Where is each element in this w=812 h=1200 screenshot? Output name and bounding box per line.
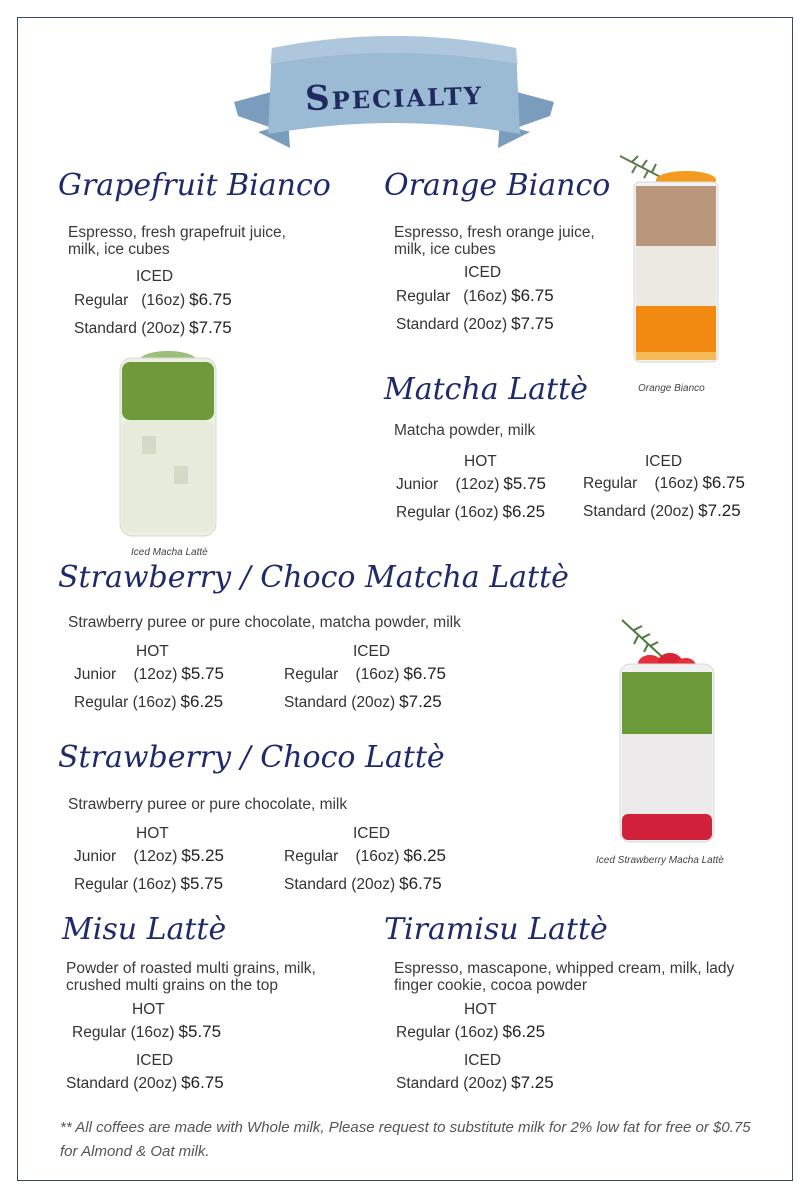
price-row [284, 692, 442, 712]
strawberry-choco-latte-desc: Strawberry puree or pure chocolate, milk [68, 796, 348, 813]
strawberry-choco-matcha-latte-desc: Strawberry puree or pure chocolate, matcha powder, milk [68, 614, 461, 631]
price-row [396, 1073, 554, 1093]
price-row [284, 846, 446, 866]
matcha-latte-desc: Matcha powder, milk [394, 422, 536, 439]
size-label: Regular (16oz) [583, 475, 699, 492]
price-row [396, 286, 554, 306]
price: $6.75 [702, 473, 745, 492]
iced-label: ICED [136, 268, 174, 285]
price: $7.25 [511, 1073, 554, 1092]
iced-label: ICED [136, 1052, 174, 1069]
size-label: Regular (16oz) [396, 1024, 499, 1041]
iced-label: ICED [353, 825, 391, 842]
orange-bianco-caption: Orange Bianco [638, 383, 705, 394]
tiramisu-latte-desc: Espresso, mascapone, whipped cream, milk, lady finger cookie, cocoa powder [394, 960, 735, 994]
size-label: Standard (20oz) [284, 694, 396, 711]
price: $5.75 [180, 874, 224, 893]
price-row [74, 846, 224, 866]
size-label: Regular (16oz) [74, 876, 177, 893]
size-label: Standard (20oz) [396, 1075, 508, 1092]
price: $5.75 [178, 1022, 222, 1041]
price: $6.75 [403, 664, 446, 683]
size-label: Junior (12oz) [74, 666, 178, 683]
grapefruit-bianco-title: Grapefruit Bianco [58, 168, 331, 203]
price-row [72, 1022, 221, 1042]
grapefruit-bianco-desc: Espresso, fresh grapefruit juice, milk, ice cubes [68, 224, 286, 258]
iced-label: ICED [464, 264, 502, 281]
size-label: Regular (16oz) [74, 292, 186, 309]
iced-matcha-latte-caption: Iced Macha Lattè [131, 547, 208, 558]
price: $6.75 [189, 290, 232, 309]
price-row [66, 1073, 224, 1093]
price-row [284, 664, 446, 684]
price-row [396, 502, 545, 522]
iced-strawberry-matcha-latte-caption: Iced Strawberry Macha Lattè [596, 855, 724, 866]
hot-label: HOT [464, 453, 497, 470]
price: $7.75 [189, 318, 232, 337]
milk-substitution-note: ** All coffees are made with Whole milk, Please request to substitute milk for 2% low fat for free or $0.75 for Almond & Oat milk. [60, 1119, 751, 1160]
size-label: Regular (16oz) [284, 848, 400, 865]
size-label: Standard (20oz) [396, 316, 508, 333]
price-row [396, 314, 554, 334]
size-label: Regular (16oz) [72, 1024, 175, 1041]
size-label: Standard (20oz) [66, 1075, 178, 1092]
price: $6.75 [511, 286, 554, 305]
size-label: Junior (12oz) [396, 476, 500, 493]
price: $6.25 [403, 846, 446, 865]
size-label: Standard (20oz) [284, 876, 396, 893]
price-row [583, 501, 741, 521]
orange-bianco-title: Orange Bianco [384, 168, 611, 203]
price-row [74, 290, 232, 310]
hot-label: HOT [132, 1001, 165, 1018]
size-label: Regular (16oz) [284, 666, 400, 683]
price: $7.25 [399, 692, 442, 711]
price-row [396, 1022, 545, 1042]
price: $5.75 [181, 664, 224, 683]
size-label: Junior (12oz) [74, 848, 178, 865]
tiramisu-latte-title: Tiramisu Lattè [384, 912, 608, 947]
price-row [74, 318, 232, 338]
price-row [74, 874, 223, 894]
price-row [74, 692, 223, 712]
price-row [74, 664, 224, 684]
size-label: Standard (20oz) [583, 503, 695, 520]
price: $6.25 [502, 1022, 546, 1041]
iced-strawberry-matcha-latte-image [612, 602, 722, 846]
size-label: Regular (16oz) [74, 694, 177, 711]
orange-bianco-image [612, 150, 732, 370]
strawberry-choco-latte-title: Strawberry / Choco Lattè [58, 740, 445, 775]
misu-latte-desc: Powder of roasted multi grains, milk, crushed multi grains on the top [66, 960, 316, 994]
price: $5.25 [181, 846, 224, 865]
strawberry-choco-matcha-latte-title: Strawberry / Choco Matcha Lattè [58, 560, 569, 595]
iced-label: ICED [645, 453, 683, 470]
iced-matcha-latte-image [112, 346, 224, 542]
hot-label: HOT [136, 825, 169, 842]
size-label: Regular (16oz) [396, 504, 499, 521]
iced-label: ICED [353, 643, 391, 660]
size-label: Standard (20oz) [74, 320, 186, 337]
price: $5.75 [503, 474, 546, 493]
header-banner [228, 30, 560, 156]
price: $6.25 [180, 692, 224, 711]
size-label: Regular (16oz) [396, 288, 508, 305]
page-title: Specialty [304, 72, 484, 120]
hot-label: HOT [136, 643, 169, 660]
hot-label: HOT [464, 1001, 497, 1018]
orange-bianco-desc: Espresso, fresh orange juice, milk, ice cubes [394, 224, 595, 258]
iced-label: ICED [464, 1052, 502, 1069]
price: $6.75 [181, 1073, 224, 1092]
price-row [583, 473, 745, 493]
price: $7.75 [511, 314, 554, 333]
price: $6.75 [399, 874, 442, 893]
price: $7.25 [698, 501, 741, 520]
price: $6.25 [502, 502, 546, 521]
matcha-latte-title: Matcha Lattè [384, 372, 588, 407]
price-row [396, 474, 546, 494]
misu-latte-title: Misu Lattè [62, 912, 227, 947]
price-row [284, 874, 442, 894]
